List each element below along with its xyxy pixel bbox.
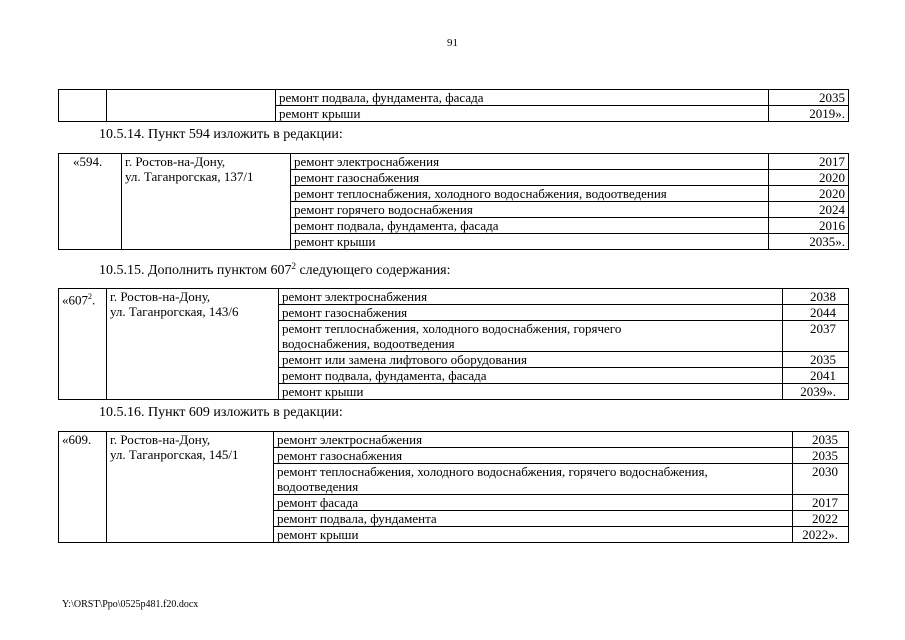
year-cell: 2035 bbox=[783, 352, 849, 368]
work-cell: ремонт крыши bbox=[291, 234, 769, 250]
item-number-superscript: 2 bbox=[88, 292, 92, 301]
year-cell: 2017 bbox=[793, 495, 849, 511]
item-number: «609. bbox=[59, 432, 107, 543]
work-cell: ремонт теплоснабжения, холодного водоснабжения, горячего водоснабжения, водоотведения bbox=[274, 464, 793, 495]
year-cell: 2022». bbox=[793, 527, 849, 543]
work-cell: ремонт теплоснабжения, холодного водоснабжения, водоотведения bbox=[291, 186, 769, 202]
work-cell: ремонт подвала, фундамента, фасада bbox=[291, 218, 769, 234]
page-number: 91 bbox=[447, 37, 458, 49]
work-cell: ремонт газоснабжения bbox=[274, 448, 793, 464]
address-street: ул. Таганрогская, 145/1 bbox=[110, 447, 239, 462]
work-cell: ремонт горячего водоснабжения bbox=[291, 202, 769, 218]
top-table bbox=[58, 89, 849, 122]
table-row bbox=[59, 432, 849, 448]
work-cell: ремонт крыши bbox=[274, 527, 793, 543]
year-cell: 2020 bbox=[769, 170, 849, 186]
work-cell: ремонт крыши bbox=[276, 106, 769, 122]
item-number-dot: . bbox=[92, 292, 96, 308]
section-heading: 10.5.16. Пункт 609 изложить в редакции: bbox=[99, 405, 343, 420]
year-cell: 2038 bbox=[783, 289, 849, 305]
year-cell: 2035 bbox=[793, 432, 849, 448]
work-cell: ремонт подвала, фундамента, фасада bbox=[276, 90, 769, 106]
year-cell: 2035 bbox=[793, 448, 849, 464]
year-cell: 2039». bbox=[783, 384, 849, 400]
item-number bbox=[59, 289, 107, 400]
table-row bbox=[59, 154, 849, 170]
address-street: ул. Таганрогская, 143/6 bbox=[110, 304, 239, 319]
item-number-text: «607 bbox=[62, 292, 88, 308]
work-cell: ремонт или замена лифтового оборудования bbox=[279, 352, 783, 368]
table-row bbox=[59, 90, 849, 106]
work-cell: ремонт крыши bbox=[279, 384, 783, 400]
work-cell: ремонт электроснабжения bbox=[291, 154, 769, 170]
address-cell bbox=[122, 154, 291, 250]
year-cell: 2041 bbox=[783, 368, 849, 384]
work-cell: ремонт электроснабжения bbox=[274, 432, 793, 448]
year-cell: 2017 bbox=[769, 154, 849, 170]
address-city: г. Ростов-на-Дону, bbox=[110, 289, 211, 304]
section-heading: 10.5.14. Пункт 594 изложить в редакции: bbox=[99, 127, 343, 142]
work-cell: ремонт фасада bbox=[274, 495, 793, 511]
address-city: г. Ростов-на-Дону, bbox=[125, 154, 226, 169]
address-cell bbox=[107, 90, 276, 122]
work-cell: ремонт теплоснабжения, холодного водоснабжения, горячего водоснабжения, водоотведения bbox=[279, 321, 783, 352]
year-cell: 2044 bbox=[783, 305, 849, 321]
year-cell: 2020 bbox=[769, 186, 849, 202]
address-cell bbox=[107, 289, 279, 400]
year-cell: 2035 bbox=[769, 90, 849, 106]
heading-superscript: 2 bbox=[291, 261, 296, 271]
item-609-table bbox=[58, 431, 849, 543]
item-number: «594. bbox=[59, 154, 122, 250]
section-heading bbox=[99, 263, 451, 279]
year-cell: 2030 bbox=[793, 464, 849, 495]
work-cell: ремонт электроснабжения bbox=[279, 289, 783, 305]
table-row bbox=[59, 289, 849, 305]
work-cell: ремонт газоснабжения bbox=[291, 170, 769, 186]
heading-text-tail: следующего содержания: bbox=[295, 263, 451, 278]
year-cell: 2022 bbox=[793, 511, 849, 527]
work-cell: ремонт подвала, фундамента, фасада bbox=[279, 368, 783, 384]
address-city: г. Ростов-на-Дону, bbox=[110, 432, 211, 447]
year-cell: 2024 bbox=[769, 202, 849, 218]
document-path: Y:\ORST\Ppo\0525p481.f20.docx bbox=[62, 599, 199, 610]
address-street: ул. Таганрогская, 137/1 bbox=[125, 169, 254, 184]
year-cell: 2016 bbox=[769, 218, 849, 234]
year-cell: 2037 bbox=[783, 321, 849, 352]
heading-text: 10.5.15. Дополнить пунктом 607 bbox=[99, 263, 292, 278]
year-cell: 2035». bbox=[769, 234, 849, 250]
item-607-2-table bbox=[58, 288, 849, 400]
work-cell: ремонт газоснабжения bbox=[279, 305, 783, 321]
address-cell bbox=[107, 432, 274, 543]
year-cell: 2019». bbox=[769, 106, 849, 122]
number-cell bbox=[59, 90, 107, 122]
item-594-table bbox=[58, 153, 849, 250]
work-cell: ремонт подвала, фундамента bbox=[274, 511, 793, 527]
